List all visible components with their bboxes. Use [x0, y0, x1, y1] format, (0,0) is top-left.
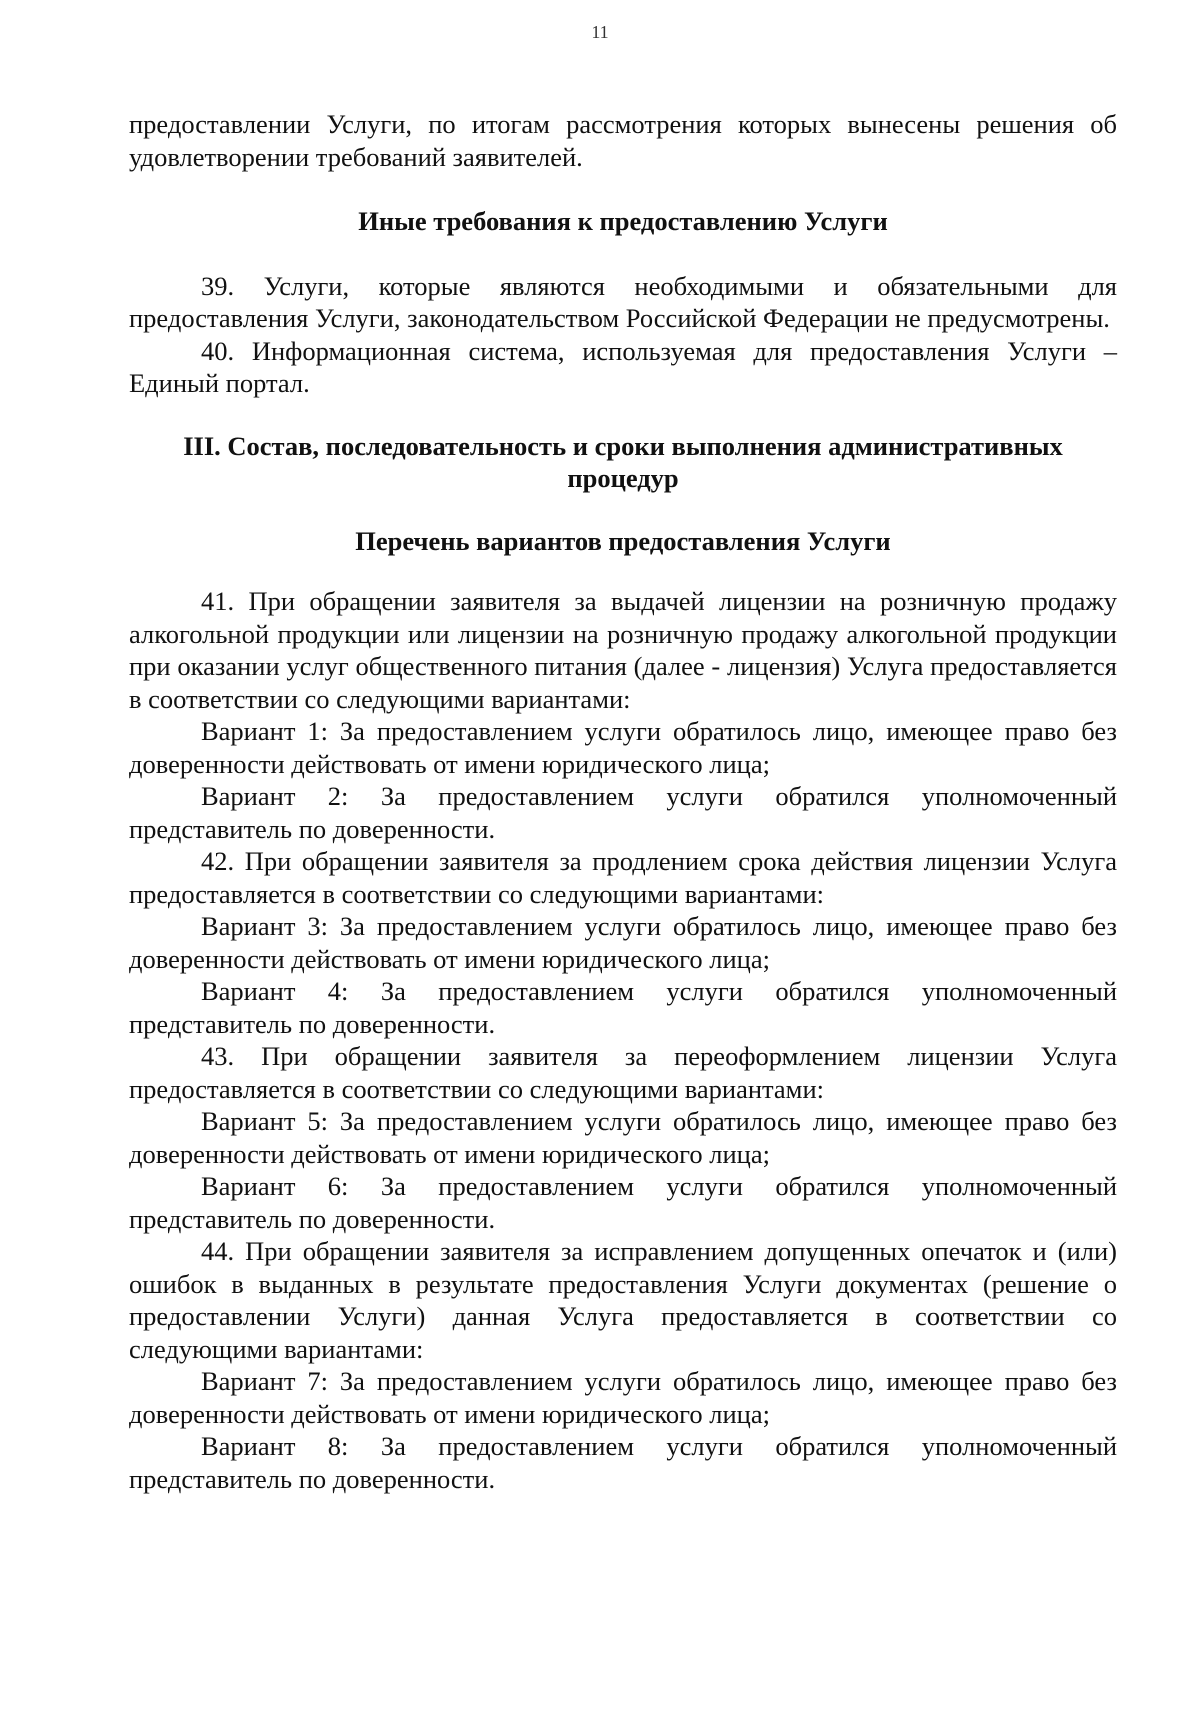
document-body — [129, 108, 1117, 1495]
section-3-heading-line2: процедур — [567, 463, 679, 493]
section-3-heading-line1: III. Состав, последовательность и сроки выполнения административных — [183, 430, 1063, 461]
heading-other-requirements: Иные требования к предоставлению Услуги — [358, 206, 888, 236]
section-3-heading — [129, 430, 1117, 495]
intro-paragraph: предоставлении Услуги, по итогам рассмотрения которых вынесены решения об удовлетворении требований заявителей. — [129, 109, 1117, 172]
variant-6: Вариант 6: За предоставлением услуги обратился уполномоченный представитель по доверенности. — [129, 1171, 1117, 1234]
variant-7: Вариант 7: За предоставлением услуги обратилось лицо, имеющее право без доверенности действовать от имени юридического лица; — [129, 1366, 1117, 1429]
heading-variants-list: Перечень вариантов предоставления Услуги — [355, 525, 891, 556]
variant-5: Вариант 5: За предоставлением услуги обратилось лицо, имеющее право без доверенности действовать от имени юридического лица; — [129, 1106, 1117, 1169]
paragraph-44: 44. При обращении заявителя за исправлением допущенных опечаток и (или) ошибок в выданных в результате предоставления Услуги документах (решение о предоставлении Услуги) данная Услуга предоставляется в соответствии со следующими вариантами: — [129, 1236, 1117, 1364]
paragraph-41: 41. При обращении заявителя за выдачей лицензии на розничную продажу алкогольной продукции или лицензии на розничную продажу алкогольной продукции при оказании услуг общественного питания (далее - лицензия) Услуга предоставляется в соответствии со следующими вариантами: — [129, 586, 1117, 714]
paragraph-40: 40. Информационная система, используемая для предоставления Услуги – Единый портал. — [129, 335, 1117, 398]
page-number: 11 — [591, 22, 609, 42]
paragraph-42: 42. При обращении заявителя за продлением срока действия лицензии Услуга предоставляется в соответствии со следующими вариантами: — [129, 846, 1117, 909]
variant-8: Вариант 8: За предоставлением услуги обратился уполномоченный представитель по доверенности. — [129, 1431, 1117, 1494]
variant-2: Вариант 2: За предоставлением услуги обратился уполномоченный представитель по доверенности. — [129, 781, 1117, 844]
variant-1: Вариант 1: За предоставлением услуги обратилось лицо, имеющее право без доверенности действовать от имени юридического лица; — [129, 716, 1117, 779]
paragraph-43: 43. При обращении заявителя за переоформлением лицензии Услуга предоставляется в соответствии со следующими вариантами: — [129, 1041, 1117, 1104]
variant-4: Вариант 4: За предоставлением услуги обратился уполномоченный представитель по доверенности. — [129, 976, 1117, 1039]
paragraph-39: 39. Услуги, которые являются необходимыми и обязательными для предоставления Услуги, законодательством Российской Федерации не предусмотрены. — [129, 270, 1117, 333]
variant-3: Вариант 3: За предоставлением услуги обратилось лицо, имеющее право без доверенности действовать от имени юридического лица; — [129, 911, 1117, 974]
